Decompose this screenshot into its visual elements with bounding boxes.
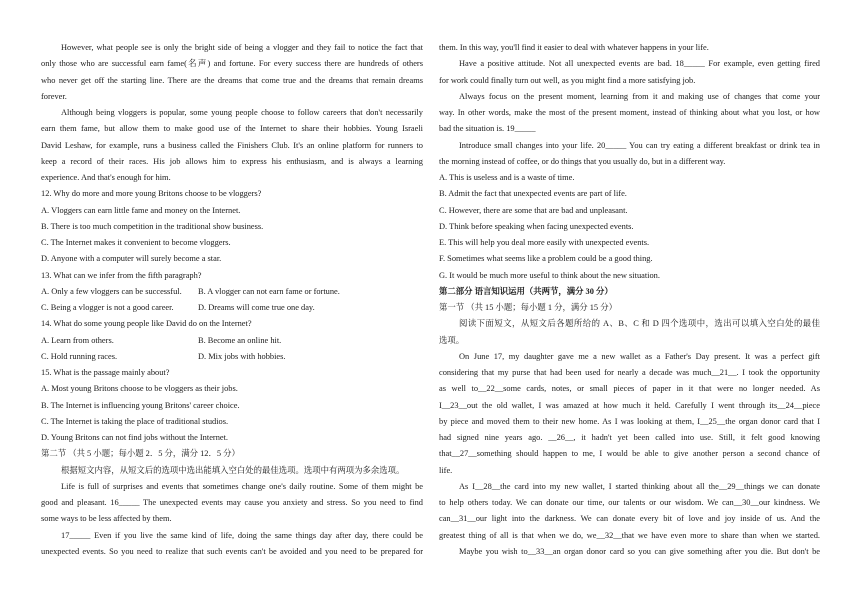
- right-text-line: can__31__our light into the darkness. We can donate every bit of love and joy inside of us. And the: [439, 514, 820, 524]
- right-text-line: D. Think before speaking when facing unexpected events.: [439, 221, 634, 231]
- left-option-row: [41, 300, 423, 316]
- left-text-line: B. The Internet is influencing young Britons' career choice.: [41, 400, 240, 410]
- right-text-line: I__23__out the old wallet, I was amazed at how much it held. Carefully I went through its__24__piece: [439, 400, 820, 410]
- left-text-line: unexpected events. So you need to realize that such events can't be avoided and you need to be prepared for: [41, 546, 423, 556]
- option-text: A. Only a few vloggers can be successful.: [41, 286, 182, 296]
- option-text: C. Hold running races.: [41, 351, 118, 361]
- left-text-line: However, what people see is only the bright side of being a vlogger and they fail to notice the fact that: [61, 43, 423, 52]
- left-column: [41, 40, 423, 560]
- right-text-line: G. It would be much more useful to think about the new situation.: [439, 270, 660, 280]
- left-text-line: keep a record of their races. His job allows him to express his enthusiasm, and is always a learning: [41, 156, 423, 166]
- right-text-line: them. In this way, you'll find it easier to deal with whatever happens in your life.: [439, 43, 709, 52]
- right-text-line: As I__28__the card into my new wallet, I started thinking about all the__29__things we can donate: [459, 481, 820, 491]
- left-text-line: experience. And that's enough for him.: [41, 173, 171, 182]
- left-text-line: Although being vloggers is popular, some young people choose to follow careers that don't necessarily: [61, 108, 423, 117]
- left-text-line: 根据短文内容，从短文后的选项中选出能填入空白处的最佳选项。选项中有两项为多余选项。: [61, 465, 405, 475]
- right-text-line: by piece and moved them to their new home. As I was looking at them, I__25__the organ donor card that I: [439, 416, 820, 426]
- option-text: A. Learn from others.: [41, 335, 114, 345]
- right-text-line: the morning instead of coffee, or do things that you usually do, but in a different way.: [439, 156, 726, 166]
- right-text-line: to help others today. We can donate our time, our talents or our wisdom. We can__30__our kindness. We: [439, 498, 820, 507]
- right-text-line: greatest thing of all is that when we do, we__32__that we have even more to share than when we started.: [439, 530, 820, 540]
- right-text-line: B. Admit the fact that unexpected events are part of life.: [439, 189, 627, 199]
- left-option-row: [41, 349, 423, 365]
- left-option-row: [41, 284, 423, 300]
- right-text-line: way. In other words, make the most of the present moment, instead of thinking about what you lost, or how: [439, 108, 820, 117]
- right-text-line: as well to__22__some cards, notes, or small pieces of paper in it that were no longer needed. As: [439, 384, 820, 394]
- right-text-line: C. However, there are some that are bad and unpleasant.: [439, 205, 628, 215]
- right-text-line: 选项。: [439, 335, 465, 345]
- left-text-line: good and pleasant. 16_____ The unexpected events may cause you anxiety and stress. So you need to find: [41, 498, 423, 507]
- left-text-line: only those who are successful earn fame(名声) and fortune. For every success there are hundreds of others: [41, 59, 423, 69]
- left-text-line: B. There is too much competition in the traditional show business.: [41, 221, 264, 231]
- left-text-line: C. The Internet is taking the place of traditional studios.: [41, 416, 229, 426]
- option-text: B. A vlogger can not earn fame or fortune.: [198, 286, 340, 296]
- left-text-line: A. Most young Britons choose to be vloggers as their jobs.: [41, 384, 238, 394]
- right-text-line: bad the situation is. 19_____: [439, 124, 536, 134]
- left-text-line: D. Young Britons can not find jobs without the Internet.: [41, 433, 229, 442]
- right-text-line: 第一节 （共 15 小题；每小题 1 分，满分 15 分）: [439, 303, 617, 312]
- left-text-line: 13. What can we infer from the fifth paragraph?: [41, 270, 202, 280]
- left-text-line: D. Anyone with a computer will surely become a star.: [41, 254, 222, 264]
- right-text-line: 阅读下面短文，从短文后各题所给的 A、B、C 和 D 四个选项中，选出可以填入空白处的最佳: [459, 319, 820, 329]
- left-text-line: 第二节 （共 5 小题；每小题 2．5 分，满分 12．5 分）: [41, 449, 240, 459]
- right-text-line: Introduce small changes into your life. 20_____ You can try eating a different breakfast or drink tea in: [459, 140, 820, 150]
- left-text-line: who never get off the starting line. There are the dreams that come true and the dreams that remain dreams: [41, 75, 423, 85]
- left-text-line: earn them fame, but allow them to make good use of the Internet to share their hobbies. Young Israeli: [41, 124, 423, 134]
- right-text-line: Maybe you wish to__33__an organ donor card so you can give something after you die. But don't be: [459, 546, 820, 556]
- option-text: C. Being a vlogger is not a good career.: [41, 303, 174, 312]
- right-text-line: life.: [439, 465, 453, 475]
- left-text-line: 15. What is the passage mainly about?: [41, 368, 170, 377]
- left-text-line: some ways to be less affected by them.: [41, 514, 172, 524]
- right-text-line: Always focus on the present moment, learning from it and making use of changes that come your: [459, 91, 820, 101]
- option-text: D. Mix jobs with hobbies.: [198, 351, 286, 361]
- right-text-line: A. This is useless and is a waste of time.: [439, 173, 575, 182]
- left-text-line: 17_____ Even if you live the same kind of life, doing the same things day after day, there could be: [61, 530, 423, 540]
- right-column: [439, 40, 820, 560]
- left-text-line: Life is full of surprises and events that sometimes change one's daily routine. Some of them might be: [61, 481, 423, 491]
- left-text-line: 12. Why do more and more young Britons choose to be vloggers?: [41, 189, 262, 199]
- left-text-line: C. The Internet makes it convenient to become vloggers.: [41, 238, 231, 247]
- right-text-line: F. Sometimes what seems like a problem could be a good thing.: [439, 254, 653, 264]
- left-text-line: forever.: [41, 91, 67, 101]
- right-text-line: had signed nine years ago. __26__, it hadn't yet been called into use. Still, it felt good knowing: [439, 433, 820, 442]
- right-text-line: 第二部分 语言知识运用（共两节，满分 30 分）: [439, 286, 613, 296]
- left-option-row: [41, 333, 423, 349]
- left-text-line: A. Vloggers can earn little fame and money on the Internet.: [41, 205, 241, 215]
- right-text-line: for work could finally turn out well, as you might find a more satisfying job.: [439, 75, 696, 85]
- right-text-line: On June 17, my daughter gave me a new wallet as a Father's Day present. It was a perfect gift: [459, 351, 820, 361]
- right-text-line: considering that my purse that had been used for nearly a decade was much__21__. I took the opportunity: [439, 368, 820, 377]
- option-text: B. Become an online hit.: [198, 335, 282, 345]
- option-text: D. Dreams will come true one day.: [198, 303, 315, 312]
- right-text-line: that__27__something should happen to me, I would be able to give another person a second chance of: [439, 449, 820, 459]
- right-text-line: Have a positive attitude. Not all unexpected events are bad. 18_____ For example, even getting fired: [459, 59, 820, 69]
- right-text-line: E. This will help you deal more easily with unexpected events.: [439, 238, 650, 247]
- left-text-line: David Leshaw, for example, runs a business called the Finishers Club. It's an online platform for runners to: [41, 140, 423, 150]
- left-text-line: 14. What do some young people like David do on the Internet?: [41, 319, 252, 329]
